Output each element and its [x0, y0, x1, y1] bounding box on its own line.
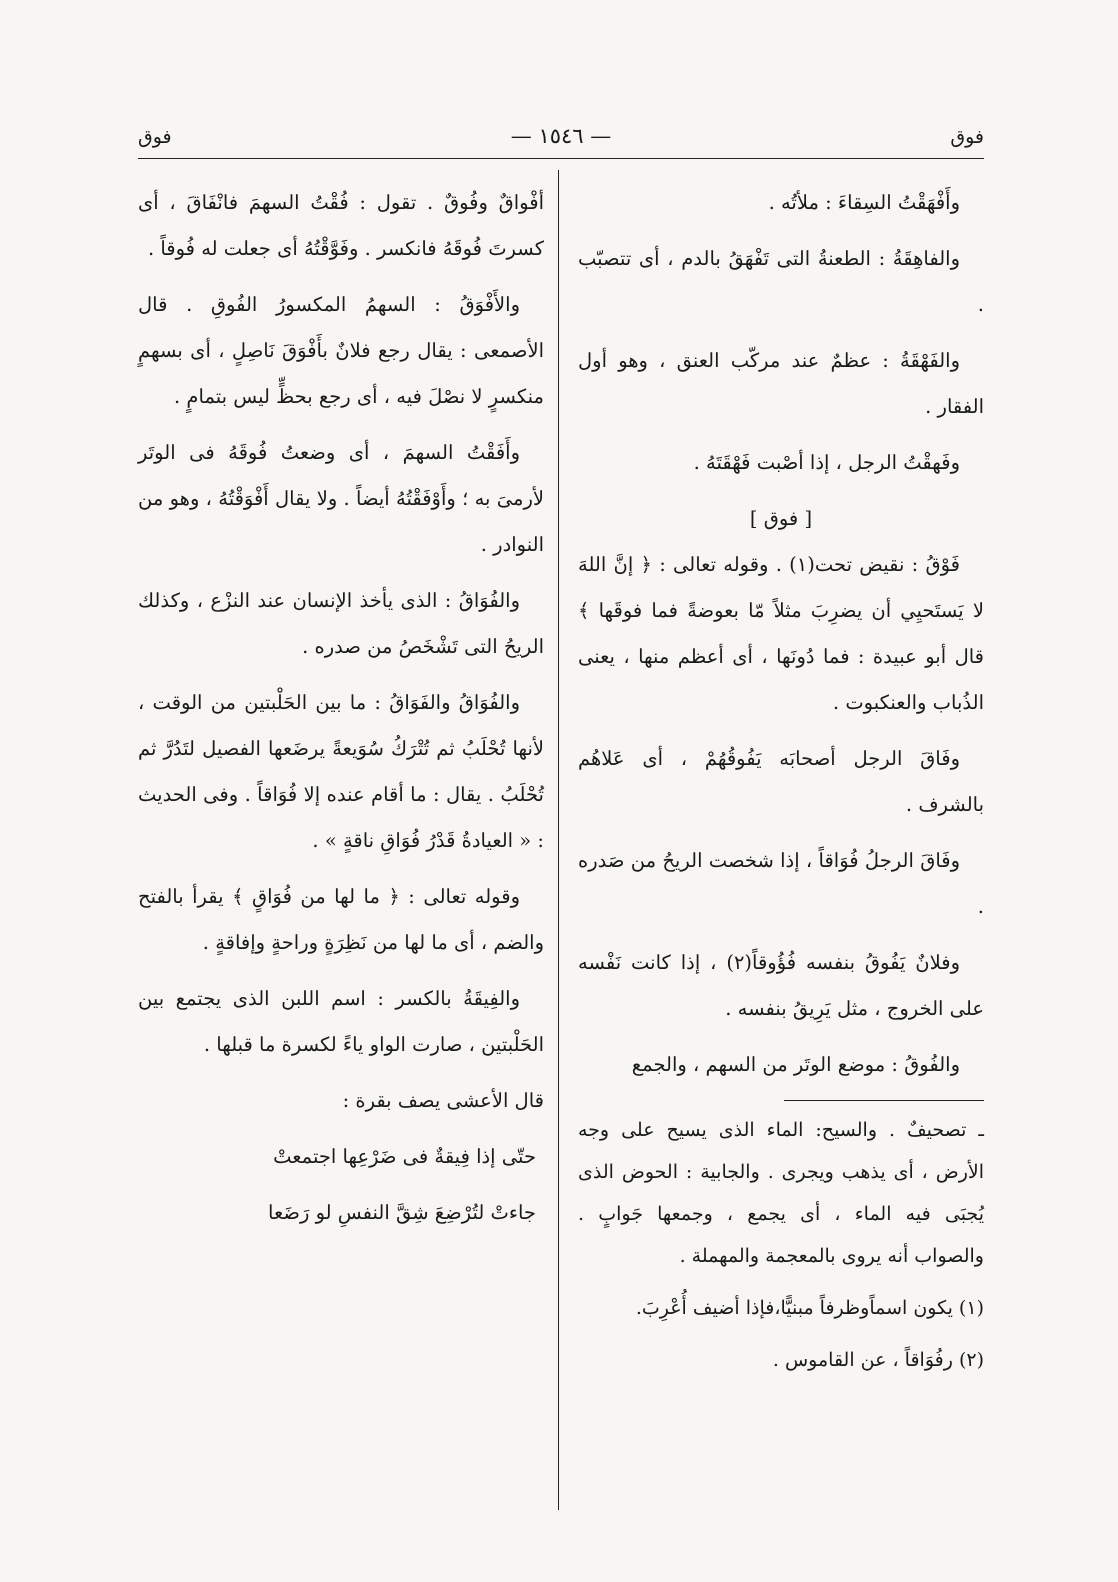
footnote-continuation: ـ تصحيفٌ . والسيح: الماء الذى يسيح على وجه الأرض ، أى يذهب ويجرى . والجابية : الحوض الذى يُجبَى فيه الماء ، أى يجمع ، وجمعها جَوابٍ . والصواب أنه يروى بالمعجمة والمهملة .: [578, 1119, 984, 1267]
entry-paragraph: والفَهْقَةُ : عظمٌ عند مركّب العنق ، وهو أول الفقار .: [578, 349, 984, 418]
footnote-2: (٢) رفُوَاقاً ، عن القاموس .: [772, 1349, 984, 1371]
entry-paragraph: والفاهِقَةُ : الطعنةُ التى تَفْهَقُ بالدم ، أى تتصبّب .: [578, 247, 984, 316]
entry-paragraph: والفِيقَةُ بالكسر : اسم اللبن الذى يجتمع بين الحَلْبتين ، صارت الواو ياءً لكسرة ما قبلها .: [138, 987, 544, 1056]
header-left-word: فوق: [138, 126, 172, 148]
footnote-rule: [784, 1100, 984, 1101]
verse-line: حتّى إذا فِيقةٌ فى ضَرْعِها اجتمعتْ: [273, 1145, 536, 1168]
entry-paragraph: والأَفْوَقُ : السهمُ المكسورُ الفُوقِ . قال الأصمعى : يقال رجع فلانٌ بأَفْوَقَ نَاصِلٍ ، أى بسهمٍ منكسرٍ لا نصْلَ فيه ، أى رجع بحظٍّ ليس بتمامٍ .: [138, 293, 544, 408]
entry-paragraph: وأَفَقْتُ السهمَ ، أى وضعتُ فُوقَهُ فى الوتَر لأرمىَ به ؛ وأَوْفَقْتُهُ أيضاً . ولا يقال أَفْوَقْتُهُ ، وهو من النوادر .: [138, 441, 544, 556]
column-divider: [558, 170, 559, 1510]
header-rule: [138, 158, 984, 159]
entry-paragraph: وفَاقَ الرجل أصحابَه يَفُوقُهُمْ ، أى عَلاهُم بالشرف .: [578, 747, 984, 816]
right-column: [578, 180, 984, 1391]
section-title: [ فوق ]: [749, 507, 813, 530]
entry-paragraph: والفُوقُ : موضع الوتَر من السهم ، والجمع: [631, 1053, 960, 1076]
page-header: [138, 120, 984, 156]
entry-paragraph: وأَفْهَقْتُ السِقاءَ : ملأتُه .: [768, 191, 960, 214]
verse-line: جاءتْ لتُرْضِعَ شِقَّ النفسِ لو رَضَعا: [268, 1201, 536, 1224]
entry-paragraph: والفُوَاقُ : الذى يأخذ الإنسان عند النزْع ، وكذلك الريحُ التى تَشْخَصُ من صدره .: [138, 589, 544, 658]
entry-paragraph: وقوله تعالى : ﴿ ما لها من فُوَاقٍ ﴾ يقرأ بالفتح والضم ، أى ما لها من نَظِرَةٍ وراحةٍ وإفاقةٍ .: [138, 885, 544, 954]
footnote-1: (١) يكون اسماًوظرفاً مبنيًّا،فإذا أضيف أُعْرِبَ.: [635, 1297, 984, 1319]
entry-paragraph: فَوْقُ : نقيض تحت(١) . وقوله تعالى : ﴿ إنَّ اللهَ لا يَستَحيِي أن يضرِبَ مثلاً مّا بعوضةً فما فوقَها ﴾ قال أبو عبيدة : فما دُونَها ، أى أعظم منها ، يعنى الذُباب والعنكبوت .: [578, 553, 984, 714]
entry-paragraph: وفَاقَ الرجلُ فُوَاقاً ، إذا شخصت الريحُ من صَدره .: [578, 849, 984, 918]
entry-paragraph: وفلانٌ يَفُوقُ بنفسه فُؤُوقاً(٢) ، إذا كانت نَفْسه على الخروج ، مثل يَرِيقُ بنفسه .: [578, 951, 984, 1020]
entry-paragraph: وفَهقْتُ الرجل ، إذا أصْبت فَهْقَتَهُ .: [693, 451, 960, 474]
page-number: — ١٥٤٦ —: [510, 124, 612, 148]
entry-paragraph: والفُوَاقُ والفَوَاقُ : ما بين الحَلْبتين من الوقت ، لأنها تُحْلَبُ ثم تُتْرَكُ سُوَيعةً يرضَعها الفصيل لتَدُرَّ ثم تُحْلَبُ . يقال : ما أقام عنده إلا فُوَاقاً . وفى الحديث : « العيادةُ قَدْرُ فُوَاقِ ناقةٍ » .: [138, 691, 544, 852]
entry-paragraph: أفْواقٌ وفُوقٌ . تقول : فُقْتُ السهمَ فانْفَاقَ ، أى كسرتَ فُوقَهُ فانكسر . وفَوَّقْتُهُ أى جعلت له فُوقاً .: [138, 191, 544, 260]
verse-intro: قال الأعشى يصف بقرة :: [342, 1089, 544, 1112]
header-right-word: فوق: [950, 126, 984, 148]
left-column: [138, 180, 544, 1246]
